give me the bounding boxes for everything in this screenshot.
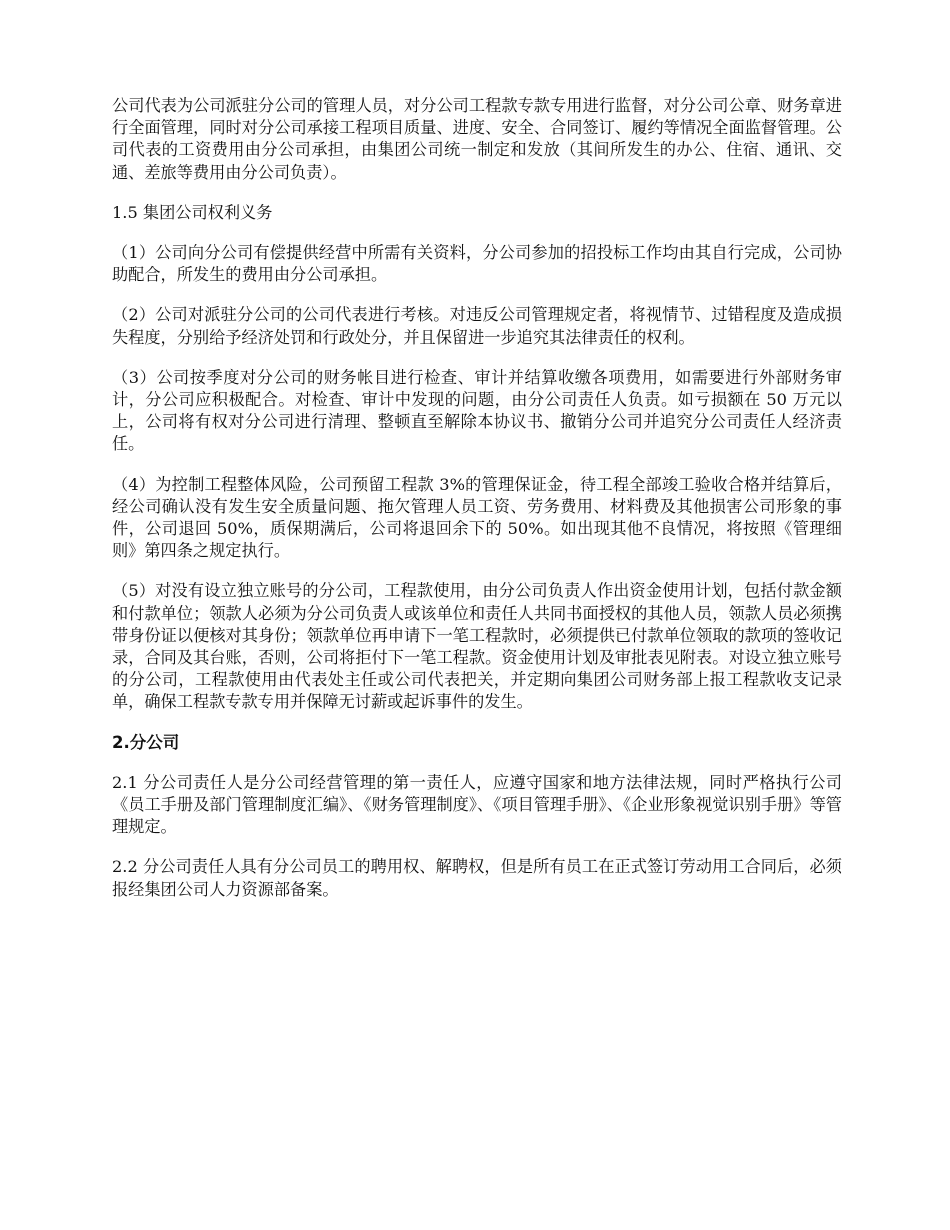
section-1-5-heading: 1.5 集团公司权利义务	[112, 202, 273, 222]
document-page	[112, 95, 842, 919]
section-2-heading: 2.分公司	[112, 732, 180, 752]
section-1-5-item-4: （4）为控制工程整体风险，公司预留工程款 3%的管理保证金，待工程全部竣工验收合格并结算后，经公司确认没有发生安全质量问题、拖欠管理人员工资、劳务费用、材料费及其他损害公司形象的事件，公司退回 50%，质保期满后，公司将退回余下的 50%。如出现其他不良情况，将按照《管理细则》第四条之规定执行。	[112, 474, 842, 561]
section-1-5-item-3: （3）公司按季度对分公司的财务帐目进行检查、审计并结算收缴各项费用，如需要进行外部财务审计，分公司应积极配合。对检查、审计中发现的问题，由分公司责任人负责。如亏损额在 50 万元以上，公司将有权对分公司进行清理、整顿直至解除本协议书、撤销分公司并追究分公司责任人经济责任。	[112, 367, 842, 454]
section-1-5-item-5: （5）对没有设立独立账号的分公司，工程款使用，由分公司负责人作出资金使用计划，包括付款金额和付款单位；领款人必须为分公司负责人或该单位和责任人共同书面授权的其他人员，领款人员必须携带身份证以便核对其身份；领款单位再申请下一笔工程款时，必须提供已付款单位领取的款项的签收记录，合同及其台账，否则，公司将拒付下一笔工程款。资金使用计划及审批表见附表。对设立独立账号的分公司，工程款使用由代表处主任或公司代表把关，并定期向集团公司财务部上报工程款收支记录单，确保工程款专款专用并保障无讨薪或起诉事件的发生。	[112, 581, 842, 712]
section-2-item-2: 2.2 分公司责任人具有分公司员工的聘用权、解聘权，但是所有员工在正式签订劳动用工合同后，必须报经集团公司人力资源部备案。	[112, 857, 842, 899]
section-1-5-item-2: （2）公司对派驻分公司的公司代表进行考核。对违反公司管理规定者，将视情节、过错程度及造成损失程度，分别给予经济处罚和行政处分，并且保留进一步追究其法律责任的权利。	[112, 305, 842, 347]
section-1-5-item-1: （1）公司向分公司有偿提供经营中所需有关资料，分公司参加的招投标工作均由其自行完成，公司协助配合，所发生的费用由分公司承担。	[112, 243, 842, 285]
section-2-item-1: 2.1 分公司责任人是分公司经营管理的第一责任人，应遵守国家和地方法律法规，同时严格执行公司《员工手册及部门管理制度汇编》、《财务管理制度》、《项目管理手册》、《企业形象视觉识别手册》等管理规定。	[112, 772, 842, 837]
intro-paragraph: 公司代表为公司派驻分公司的管理人员，对分公司工程款专款专用进行监督，对分公司公章、财务章进行全面管理，同时对分公司承接工程项目质量、进度、安全、合同签订、履约等情况全面监督管理。公司代表的工资费用由分公司承担，由集团公司统一制定和发放（其间所发生的办公、住宿、通讯、交通、差旅等费用由分公司负责）。	[112, 96, 842, 182]
